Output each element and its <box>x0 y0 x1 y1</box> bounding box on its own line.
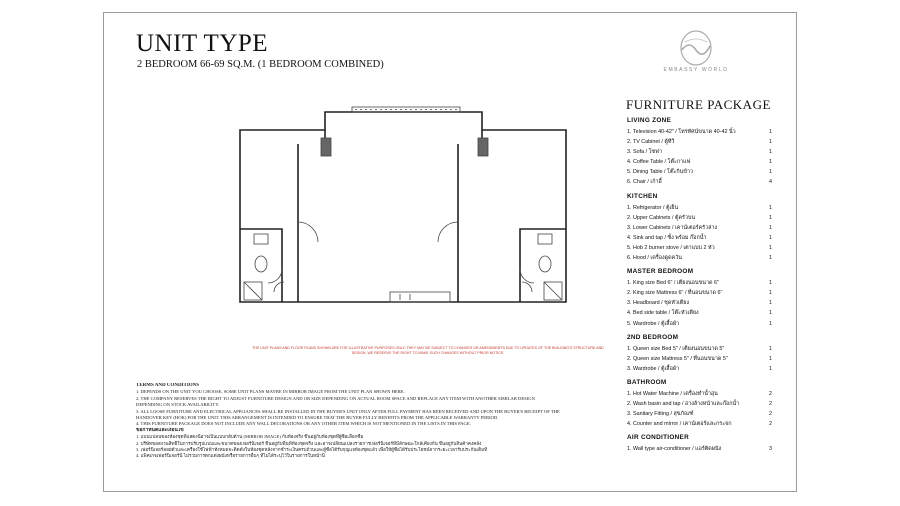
embassy-world-logo-icon <box>668 28 724 68</box>
section-title: LIVING ZONE <box>627 117 672 124</box>
terms-thai-line: 2. บริษัทขอสงวนสิทธิ์ในการปรับรูปแบบและขนาดของเฟอร์นิเจอร์ ขึ้นอยู่กับพื้นที่ห้องชุดจริง และอาจเปลี่ยนแปลงรายการเฟอร์นิเจอร์ที่มีลักษณะใกล้เคียงกัน ขึ้นอยู่กับสินค้าคงคลัง <box>136 440 482 446</box>
list-item: 6. Chair / เก้าอี้ 4 <box>627 179 772 186</box>
furniture-package-heading: FURNITURE PACKAGE <box>626 97 771 112</box>
list-item: 2. King size Mattress 6" / ที่นอนขนาด 6" 1 <box>627 290 772 297</box>
terms-line: HANDOVER KEY (HOK) FOR THE UNIT. THIS ARRANGEMENT IS INTENDED TO ENSURE THAT THE BUYER FULLY BENEFITS FROM THE APPLICABLE WARRANTY PERIOD. <box>136 415 499 421</box>
door-swing <box>298 222 318 242</box>
disclaimer-text: THE UNIT PLANS AND FLOOR PLANS SHOWN ARE FOR ILLUSTRATIVE PURPOSES ONLY. THEY MAY BE SUBJECT TO CHANGES OR AMENDMENTS DUE TO UPDATES OF THE BUILDING'S STRUCTURE AND DESIGN. WE RESERVE THE RIGHT TO MAKE SUCH CHANGES WITHOUT PRIOR NOTICE. <box>252 346 604 355</box>
living-room-wall <box>325 130 482 140</box>
wash-basin <box>254 234 268 244</box>
column <box>321 138 331 156</box>
list-item: 2. TV Cabinet / ตู้ทีวี 1 <box>627 139 772 146</box>
section-title: 2ND BEDROOM <box>627 333 679 341</box>
list-item: 3. Headboard / ชุดหัวเตียง 1 <box>627 300 772 307</box>
list-item: 4. Bed side table / โต๊ะหัวเตียง 1 <box>627 310 772 317</box>
section-title: KITCHEN <box>627 192 658 200</box>
page-title: UNIT TYPE <box>136 30 269 57</box>
list-item: 1. Hot Water Machine / เครื่องทำน้ำอุ่น 2 <box>627 390 772 397</box>
door-swing <box>522 282 532 292</box>
column <box>478 138 488 156</box>
terms-line: 4. THIS FURNITURE PACKAGE DOES NOT INCLUDE ANY WALL DECORATIONS OR ANY OTHER ITEM WHICH IS NOT MENTIONED IN THE LISTS IN THIS PAGE. <box>136 421 471 427</box>
list-item: 3. Sofa / โซฟา 1 <box>627 149 772 156</box>
list-item: 1. King size Bed 6" / เตียงนอนขนาด 6" 1 <box>627 280 772 287</box>
terms-thai-line: 1. แบบแปลนของห้องชุดที่แสดงนี้อาจเป็นแบบกลับด้าน (MIRROR IMAGE) กับห้องจริง ขึ้นอยู่กับห้องชุดที่ผู้ซื้อเลือกซื้อ <box>136 434 364 440</box>
toilet <box>255 256 267 272</box>
list-item: 3. Sanitary Fitting / สุขภัณฑ์ 2 <box>627 411 772 418</box>
section-air-conditioner <box>627 434 775 454</box>
section-title: AIR CONDITIONER <box>627 434 690 442</box>
list-item: 4. Coffee Table / โต๊ะกาแฟ 1 <box>627 159 772 166</box>
list-item: 1. Refrigerator / ตู้เย็น 1 <box>627 204 772 211</box>
terms-heading: TERMS AND CONDITIONS <box>136 383 200 388</box>
section-kitchen <box>627 193 775 264</box>
section-2nd-bedroom <box>627 334 775 374</box>
door-swing <box>520 269 534 283</box>
terms-thai-heading: ข้อกำหนดและเงื่อนไข <box>136 427 184 433</box>
list-item: 4. Counter and mirror / เคาน์เตอร์และกระจก 2 <box>627 421 772 428</box>
floor-plan-drawing <box>230 104 588 342</box>
terms-line: 1. DEPENDS ON THE UNIT YOU CHOOSE, SOME UNIT PLANS MAYBE IN MIRROR IMAGE FROM THE UNIT PLAN SHOWN HERE. <box>136 389 405 395</box>
list-item: 6. Hood / เครื่องดูดควัน 1 <box>627 255 772 262</box>
bathroom-wall <box>240 229 282 302</box>
section-bathroom <box>627 379 775 429</box>
terms-thai-line: 3. เฟอร์นิเจอร์ลอยตัวและเครื่องใช้ไฟฟ้าทั้งหมดจะติดตั้งในห้องชุดหลังจากชำระเงินครบถ้วนและผู้ซื้อได้รับกุญแจห้องชุดแล้ว เพื่อให้ผู้ซื้อได้รับประโยชน์จากระยะเวลารับประกันเต็มที่ <box>136 447 488 453</box>
page-subtitle: 2 BEDROOM 66-69 SQ.M. (1 BEDROOM COMBINED) <box>137 59 384 70</box>
door-swing <box>268 269 282 283</box>
section-title: BATHROOM <box>627 378 667 386</box>
list-item: 4. Sink and tap / ซิ้ง พร้อม ก๊อกน้ำ 1 <box>627 234 772 241</box>
outer-wall <box>240 112 566 302</box>
list-item: 5. Wardrobe / ตู้เสื้อผ้า 1 <box>627 320 772 327</box>
logo-wordmark: EMBASSY WORLD <box>663 67 729 73</box>
list-item: 3. Wardrobe / ตู้เสื้อผ้า 1 <box>627 365 772 372</box>
list-item: 1. Queen size Bed 5" / เตียงนอนขนาด 5" 1 <box>627 345 772 352</box>
list-item: 2. Upper Cabinets / ตู้ครัวบน 1 <box>627 214 772 221</box>
section-title: MASTER BEDROOM <box>627 268 694 276</box>
bathroom-wall <box>520 229 566 302</box>
list-item: 3. Lower Cabinets / เคาน์เตอร์ครัวล่าง 1 <box>627 224 772 231</box>
terms-thai-line: 4. แพ็คเกจเฟอร์นิเจอร์นี้ ไม่รวมการตกแต่งผนังหรือรายการอื่นๆ ที่ไม่ได้ระบุไว้ในรายการในหน้านี้ <box>136 453 325 459</box>
toilet <box>539 256 551 272</box>
furniture-package-list <box>627 117 775 454</box>
door-swing <box>438 222 458 242</box>
list-item: 1. Wall type air-conditioner / แอร์ติดผนัง 3 <box>627 446 772 453</box>
list-item: 5. Dining Table / โต๊ะกินข้าว 1 <box>627 169 772 176</box>
wash-basin <box>538 234 552 244</box>
terms-line: DEPENDING ON STOCK AVAILABILITY. <box>136 402 220 408</box>
section-master-bedroom <box>627 268 775 328</box>
terms-line: 3. ALL LOOSE FURNITURE AND ELECTRICAL APPLIANCES SHALL BE INSTALLED IN THE BUYER'S UNIT ONLY AFTER FULL PAYMENT HAS BEEN RECEIVED AND UPON THE BUYER'S RECEIPT OF THE <box>136 408 560 414</box>
list-item: 2. Queen size Mattress 5" / ที่นอนขนาด 5" 1 <box>627 355 772 362</box>
section-living-zone <box>627 117 775 188</box>
kitchen-counter <box>390 292 450 302</box>
terms-and-conditions <box>136 383 616 460</box>
terms-line: 2. THE COMPANY RESERVES THE RIGHT TO ADJUST FURNITURE DESIGN AND OR SIZE DEPENDING ON ACTUAL ROOM SPACE AND REPLACE ANY ITEM WITH ANOTHER SIMILAR DESIGN <box>136 395 535 401</box>
list-item: 2. Wash basin and tap / อ่างล้างหน้าและก๊อกน้ำ 2 <box>627 400 772 407</box>
list-item: 5. Hob 2 burner stove / เตาแบบ 2 หัว 1 <box>627 244 772 251</box>
list-item: 1. Television 40-42" / โทรทัศน์ขนาด 40-42 นิ้ว 1 <box>627 129 772 135</box>
